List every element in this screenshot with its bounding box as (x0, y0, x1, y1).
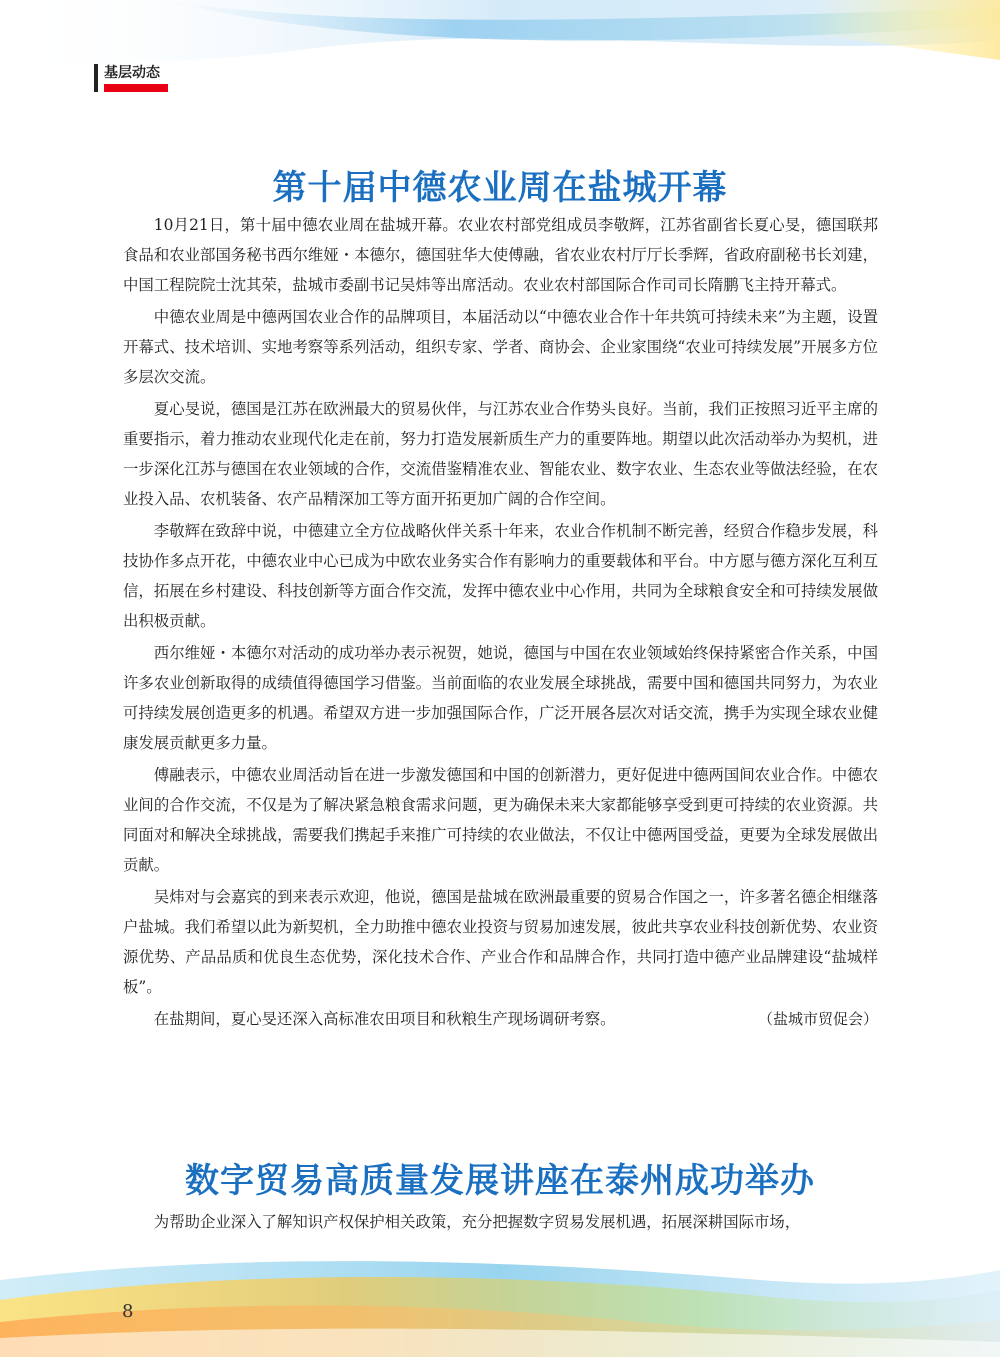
article-2-paragraph-1: 为帮助企业深入了解知识产权保护相关政策，充分把握数字贸易发展机遇，拓展深耕国际市场， (153, 1213, 801, 1231)
article-1-paragraph-7: 吴炜对与会嘉宾的到来表示欢迎，他说，德国是盐城在欧洲最重要的贸易合作国之一，许多著名德企相继落户盐城。我们希望以此为新契机，全力助推中德农业投资与贸易加速发展，彼此共享农业科技创新优势、农业资源优势、产品品质和优良生态优势，深化技术合作、产业合作和品牌合作，共同打造中德产业品牌建设“盐城样板”。 (123, 888, 878, 996)
section-tag (94, 64, 168, 92)
section-label-underline (104, 84, 168, 92)
article-1-source: （盐城市贸促会） (757, 1010, 878, 1028)
article-1-paragraph-1: 10月21日，第十届中德农业周在盐城开幕。农业农村部党组成员李敬辉，江苏省副省长夏心旻，德国联邦食品和农业部国务秘书西尔维娅・本德尔，德国驻华大使傅融，省农业农村厅厅长季辉，省政府副秘书长刘建，中国工程院院士沈其荣，盐城市委副书记吴炜等出席活动。农业农村部国际合作司司长隋鹏飞主持开幕式。 (123, 216, 878, 294)
article-1-body (123, 210, 878, 1036)
section-label: 基层动态 (104, 65, 160, 81)
article-2-title: 数字贸易高质量发展讲座在泰州成功举办 (185, 1161, 815, 1201)
article-1-paragraph-6: 傅融表示，中德农业周活动旨在进一步激发德国和中国的创新潜力，更好促进中德两国间农业合作。中德农业间的合作交流，不仅是为了解决紧急粮食需求问题，更为确保未来大家都能够享受到更可持续的农业资源。共同面对和解决全球挑战，需要我们携起手来推广可持续的农业做法，不仅让中德两国受益，更要为全球发展做出贡献。 (123, 766, 878, 874)
article-1-paragraph-3: 夏心旻说，德国是江苏在欧洲最大的贸易伙伴，与江苏农业合作势头良好。当前，我们正按照习近平主席的重要指示，着力推动农业现代化走在前，努力打造发展新质生产力的重要阵地。期望以此次活动举办为契机，进一步深化江苏与德国在农业领域的合作，交流借鉴精准农业、智能农业、数字农业、生态农业等做法经验，在农业投入品、农机装备、农产品精深加工等方面开拓更加广阔的合作空间。 (123, 400, 878, 508)
article-2-body (123, 1207, 878, 1239)
article-1-paragraph-4: 李敬辉在致辞中说，中德建立全方位战略伙伴关系十年来，农业合作机制不断完善，经贸合作稳步发展，科技协作多点开花，中德农业中心已成为中欧农业务实合作有影响力的重要载体和平台。中方愿与德方深化互利互信，拓展在乡村建设、科技创新等方面合作交流，发挥中德农业中心作用，共同为全球粮食安全和可持续发展做出积极贡献。 (123, 522, 878, 630)
article-1-title: 第十届中德农业周在盐城开幕 (272, 168, 728, 208)
section-tag-bar (94, 64, 98, 92)
footer-decoration (0, 1250, 1000, 1357)
article-1-paragraph-5: 西尔维娅・本德尔对活动的成功举办表示祝贺，她说，德国与中国在农业领域始终保持紧密合作关系，中国许多农业创新取得的成绩值得德国学习借鉴。当前面临的农业发展全球挑战，需要中国和德国共同努力，为农业可持续发展创造更多的机遇。希望双方进一步加强国际合作，广泛开展各层次对话交流，携手为实现全球农业健康发展贡献更多力量。 (123, 644, 878, 752)
article-1-paragraph-8: 在盐期间，夏心旻还深入高标准农田项目和秋粮生产现场调研考察。 (153, 1010, 616, 1028)
article-1-closing-line (123, 1004, 878, 1034)
page-number: 8 (122, 1301, 134, 1322)
article-1-paragraph-2: 中德农业周是中德两国农业合作的品牌项目，本届活动以“中德农业合作十年共筑可持续未来”为主题，设置开幕式、技术培训、实地考察等系列活动，组织专家、学者、商协会、企业家围绕“农业可持续发展”开展多方位多层次交流。 (123, 308, 878, 386)
